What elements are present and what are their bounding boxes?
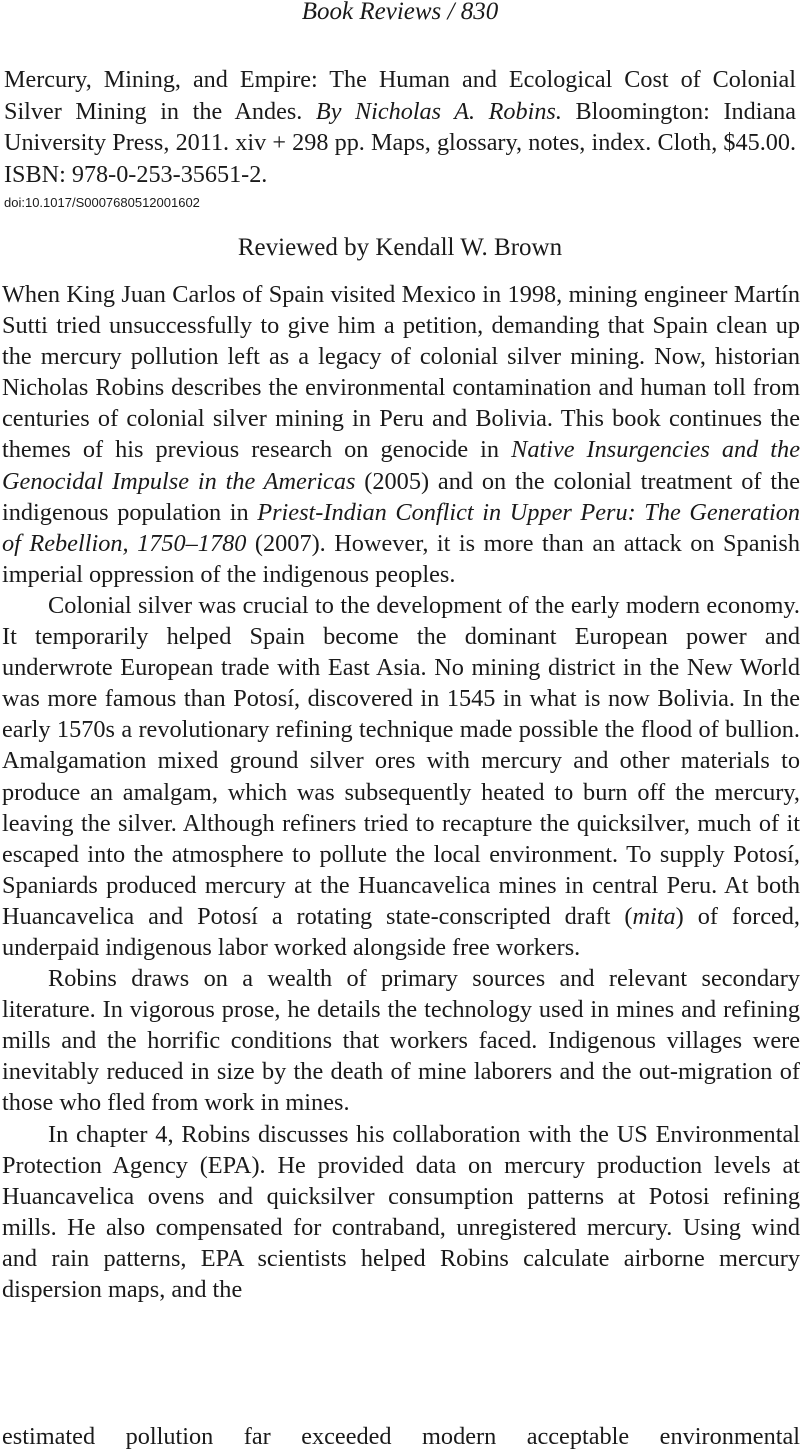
review-body [2,279,800,1305]
running-head: Book Reviews / 830 [301,0,499,25]
paragraph-3: Robins draws on a wealth of primary sources and relevant secondary literature. In vigorous prose, he details the technology used in mines and refining mills and the horrific conditions that workers faced. Indigenous villages were inevitably reduced in size by the death of mine laborers and the out-migration of those who fled from work in mines. [2,965,800,1117]
book-citation [4,64,796,190]
paragraph-1: When King Juan Carlos of Spain visited Mexico in 1998, mining engineer Martín Sutti tried unsuccessfully to give him a petition, demanding that Spain clean up the mercury pollution left as a legacy of colonial silver mining. Now, historian Nicholas Robins describes the environmental contamination and human toll from centuries of colonial silver mining in Peru and Bolivia. This book continues the themes of his previous research on genocide in Native Insurgencies and the Genocidal Impulse in the Americas (2005) and on the colonial treatment of the indigenous population in Priest-Indian Conflict in Upper Peru: The Generation of Rebellion, 1750–1780 (2007). However, it is more than an attack on Spanish imperial oppression of the indigenous peoples. [2,281,800,588]
book-title: Mercury, Mining, and Empire: The Human and Ecological Cost of Colonial Silver Mining in the Andes. [4,66,796,125]
cited-work-title: Native Insurgencies and the Genocidal Impulse in the Americas [2,436,800,495]
publication-details: Bloomington: Indiana University Press, 2011. xiv + 298 pp. Maps, glossary, notes, index. Cloth, $45.00. ISBN: 978-0-253-35651-2. [4,97,797,188]
cited-work-title: Priest-Indian Conflict in Upper Peru: The Generation of Rebellion, 1750–1780 [2,498,800,557]
book-author: By Nicholas A. Robins. [315,97,562,125]
paragraph-2: Colonial silver was crucial to the development of the early modern economy. It temporarily helped Spain become the dominant European power and underwrote European trade with East Asia. No mining district in the New World was more famous than Potosí, discovered in 1545 in what is now Bolivia. In the early 1570s a revolutionary refining technique made possible the flood of bullion. Amalgamation mixed ground silver ores with mercury and other materials to produce an amalgam, which was subsequently heated to burn off the mercury, leaving the silver. Although refiners tried to recapture the quicksilver, much of it escaped into the atmosphere to pollute the local environment. To supply Potosí, Spaniards produced mercury at the Huancavelica mines in central Peru. At both Huancavelica and Potosí a rotating state-conscripted draft (mita) of forced, underpaid indigenous labor worked alongside free workers. [2,591,800,961]
term-mita: mita [632,902,676,930]
paragraph-4: In chapter 4, Robins discusses his collaboration with the US Environmental Protection Agency (EPA). He provided data on mercury production levels at Huancavelica ovens and quicksilver consumption patterns at Potosi refining mills. He also compensated for contraband, unregistered mercury. Using wind and rain patterns, EPA scientists helped Robins calculate airborne mercury dispersion maps, and the [2,1120,800,1303]
paragraph-4-last-line: estimated pollution far exceeded modern acceptable environmental [2,1423,800,1450]
reviewer-byline: Reviewed by Kendall W. Brown [237,234,563,261]
doi-link[interactable]: doi:10.1017/S0007680512001602 [4,195,200,210]
